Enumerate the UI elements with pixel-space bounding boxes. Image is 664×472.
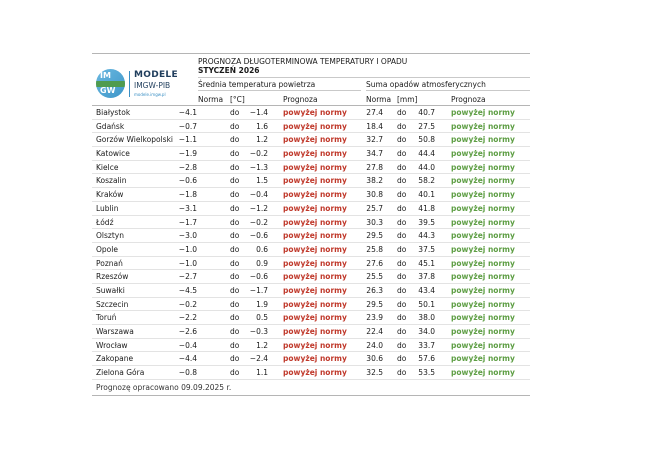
- precip-forecast: powyżej normy: [451, 299, 515, 309]
- temp-forecast: powyżej normy: [283, 299, 347, 309]
- temp-norm-max: 1.6: [256, 121, 268, 131]
- col-norm-temp: Norma: [198, 95, 224, 104]
- precip-connector: do: [397, 340, 407, 350]
- temp-norm-max: −1.4: [249, 108, 268, 117]
- temp-norm-max: 1.1: [256, 368, 268, 378]
- temp-forecast: powyżej normy: [283, 135, 347, 145]
- precip-norm-max: 44.0: [418, 162, 435, 172]
- temp-connector: do: [230, 340, 240, 350]
- temp-forecast: powyżej normy: [283, 244, 347, 254]
- temp-forecast: powyżej normy: [283, 203, 347, 213]
- precip-connector: do: [397, 217, 407, 227]
- temp-norm-max: 1.2: [256, 135, 268, 145]
- precip-forecast: powyżej normy: [451, 327, 515, 336]
- temp-norm-min: −0.2: [178, 299, 197, 309]
- logo-title: MODELE: [134, 70, 178, 80]
- precip-connector: do: [397, 244, 407, 254]
- precip-forecast: powyżej normy: [451, 149, 515, 159]
- temp-norm-min: −0.4: [178, 340, 197, 350]
- temp-norm-min: −4.5: [178, 285, 197, 295]
- precip-norm-min: 30.6: [366, 354, 383, 364]
- temp-norm-max: 1.9: [256, 299, 268, 309]
- temp-connector: do: [230, 354, 240, 364]
- col-norm-precip: Norma: [366, 95, 392, 104]
- precip-forecast: powyżej normy: [451, 340, 515, 350]
- precip-connector: do: [397, 190, 407, 200]
- temp-norm-min: −1.0: [178, 258, 197, 268]
- precip-norm-max: 43.4: [418, 285, 435, 295]
- temp-norm-max: −1.2: [249, 203, 268, 213]
- precip-norm-min: 25.7: [366, 203, 383, 213]
- bottom-divider: [92, 395, 530, 396]
- precip-norm-min: 34.7: [366, 149, 383, 159]
- city-name: Opole: [96, 244, 118, 254]
- table-row: [92, 229, 530, 243]
- imgw-logo: [96, 69, 192, 103]
- forecast-period: STYCZEŃ 2026: [198, 66, 260, 75]
- table-row: [92, 243, 530, 257]
- precip-norm-min: 26.3: [366, 285, 383, 295]
- temp-connector: do: [230, 162, 240, 172]
- temperature-group-header: Średnia temperatura powietrza: [198, 80, 316, 89]
- precip-forecast: powyżej normy: [451, 272, 515, 282]
- temp-forecast: powyżej normy: [283, 231, 347, 241]
- logo-url: modele.imgw.pl: [134, 92, 166, 97]
- temp-norm-max: 0.5: [256, 313, 268, 323]
- precip-norm-max: 37.5: [418, 244, 435, 254]
- temp-connector: do: [230, 272, 240, 282]
- city-name: Kielce: [96, 162, 119, 172]
- table-row: [92, 202, 530, 216]
- precip-norm-max: 27.5: [418, 121, 435, 131]
- precip-norm-min: 27.4: [366, 108, 383, 117]
- city-name: Rzeszów: [96, 272, 129, 282]
- temp-connector: do: [230, 368, 240, 378]
- precip-connector: do: [397, 354, 407, 364]
- temp-connector: do: [230, 258, 240, 268]
- temp-norm-min: −2.2: [178, 313, 197, 323]
- temp-norm-min: −0.7: [178, 121, 197, 131]
- logo-circle-top: IM: [100, 71, 111, 80]
- temp-connector: do: [230, 135, 240, 145]
- precip-norm-min: 32.5: [366, 368, 383, 378]
- precip-connector: do: [397, 258, 407, 268]
- footer-note: Prognozę opracowano 09.09.2025 r.: [96, 383, 232, 392]
- precip-forecast: powyżej normy: [451, 217, 515, 227]
- precip-norm-min: 32.7: [366, 135, 383, 145]
- precip-norm-max: 53.5: [418, 368, 435, 378]
- precip-connector: do: [397, 231, 407, 241]
- precip-connector: do: [397, 313, 407, 323]
- temp-norm-min: −2.6: [178, 327, 197, 336]
- precip-connector: do: [397, 149, 407, 159]
- temp-forecast: powyżej normy: [283, 285, 347, 295]
- precip-forecast: powyżej normy: [451, 354, 515, 364]
- temp-connector: do: [230, 149, 240, 159]
- precip-forecast: powyżej normy: [451, 135, 515, 145]
- city-name: Zakopane: [96, 354, 134, 364]
- table-row: [92, 161, 530, 175]
- logo-circle-bottom: GW: [100, 86, 116, 95]
- precip-norm-max: 45.1: [418, 258, 435, 268]
- table-row: [92, 120, 530, 134]
- precipitation-group-header: Suma opadów atmosferycznych: [366, 80, 486, 89]
- table-row: [92, 133, 530, 147]
- precip-norm-max: 40.7: [418, 108, 435, 117]
- table-row: [92, 174, 530, 188]
- temp-connector: do: [230, 203, 240, 213]
- table-row: [92, 270, 530, 284]
- precip-norm-max: 58.2: [418, 176, 435, 186]
- city-name: Kraków: [96, 190, 124, 200]
- temp-forecast: powyżej normy: [283, 368, 347, 378]
- table-row: [92, 188, 530, 202]
- table-row: [92, 298, 530, 312]
- precip-norm-max: 50.8: [418, 135, 435, 145]
- city-name: Białystok: [96, 108, 131, 117]
- table-row: [92, 339, 530, 353]
- temp-norm-max: −2.4: [249, 354, 268, 364]
- precip-forecast: powyżej normy: [451, 162, 515, 172]
- city-name: Koszalin: [96, 176, 127, 186]
- temp-forecast: powyżej normy: [283, 217, 347, 227]
- temp-norm-min: −1.7: [178, 217, 197, 227]
- temp-connector: do: [230, 121, 240, 131]
- precip-norm-max: 50.1: [418, 299, 435, 309]
- temp-connector: do: [230, 313, 240, 323]
- top-divider: [92, 53, 530, 54]
- precip-forecast: powyżej normy: [451, 176, 515, 186]
- temp-norm-min: −4.4: [178, 354, 197, 364]
- precip-connector: do: [397, 272, 407, 282]
- temp-forecast: powyżej normy: [283, 176, 347, 186]
- table-row: [92, 366, 530, 380]
- temp-norm-min: −1.0: [178, 244, 197, 254]
- temp-norm-min: −2.7: [178, 272, 197, 282]
- temp-forecast: powyżej normy: [283, 162, 347, 172]
- temperature-group-divider: [198, 90, 361, 91]
- table-row: [92, 352, 530, 366]
- col-precip-unit: [mm]: [397, 95, 418, 104]
- temp-norm-min: −1.9: [178, 149, 197, 159]
- precip-norm-min: 29.5: [366, 299, 383, 309]
- temp-norm-max: −0.2: [249, 149, 268, 159]
- city-name: Toruń: [96, 313, 117, 323]
- temp-norm-min: −3.0: [178, 231, 197, 241]
- precip-connector: do: [397, 108, 407, 117]
- precip-norm-max: 34.0: [418, 327, 435, 336]
- temp-connector: do: [230, 327, 240, 336]
- precip-norm-min: 27.6: [366, 258, 383, 268]
- precip-norm-min: 38.2: [366, 176, 383, 186]
- temp-forecast: powyżej normy: [283, 121, 347, 131]
- precip-norm-min: 18.4: [366, 121, 383, 131]
- city-name: Wrocław: [96, 340, 128, 350]
- precip-connector: do: [397, 285, 407, 295]
- precip-norm-min: 24.0: [366, 340, 383, 350]
- precip-norm-max: 44.3: [418, 231, 435, 241]
- temp-norm-max: −0.2: [249, 217, 268, 227]
- precip-norm-min: 29.5: [366, 231, 383, 241]
- col-forecast-temp: Prognoza: [283, 95, 318, 104]
- temp-norm-min: −0.6: [178, 176, 197, 186]
- precip-norm-max: 33.7: [418, 340, 435, 350]
- precip-norm-max: 39.5: [418, 217, 435, 227]
- temp-connector: do: [230, 231, 240, 241]
- precip-norm-min: 27.8: [366, 162, 383, 172]
- precip-norm-max: 41.8: [418, 203, 435, 213]
- table-row: [92, 147, 530, 161]
- forecast-table: [92, 106, 530, 380]
- temp-connector: do: [230, 299, 240, 309]
- table-row: [92, 257, 530, 271]
- precip-norm-max: 44.4: [418, 149, 435, 159]
- precip-forecast: powyżej normy: [451, 190, 515, 200]
- temp-forecast: powyżej normy: [283, 258, 347, 268]
- temp-forecast: powyżej normy: [283, 313, 347, 323]
- city-name: Warszawa: [96, 327, 134, 336]
- city-name: Poznań: [96, 258, 123, 268]
- temp-norm-max: −0.6: [249, 272, 268, 282]
- precip-connector: do: [397, 176, 407, 186]
- precip-connector: do: [397, 299, 407, 309]
- temp-norm-min: −3.1: [178, 203, 197, 213]
- table-row: [92, 325, 530, 339]
- precip-forecast: powyżej normy: [451, 368, 515, 378]
- temp-norm-min: −4.1: [178, 108, 197, 117]
- temp-forecast: powyżej normy: [283, 108, 347, 117]
- precip-connector: do: [397, 135, 407, 145]
- temp-forecast: powyżej normy: [283, 327, 347, 336]
- temp-connector: do: [230, 108, 240, 117]
- precip-forecast: powyżej normy: [451, 313, 515, 323]
- precip-norm-max: 40.1: [418, 190, 435, 200]
- temp-forecast: powyżej normy: [283, 190, 347, 200]
- temp-forecast: powyżej normy: [283, 149, 347, 159]
- precip-connector: do: [397, 327, 407, 336]
- page-title: PROGNOZA DŁUGOTERMINOWA TEMPERATURY I OPADU: [198, 57, 408, 66]
- title-divider: [198, 77, 530, 78]
- col-forecast-precip: Prognoza: [451, 95, 486, 104]
- city-name: Gdańsk: [96, 121, 125, 131]
- precip-forecast: powyżej normy: [451, 231, 515, 241]
- precip-norm-min: 22.4: [366, 327, 383, 336]
- city-name: Gorzów Wielkopolski: [96, 135, 173, 145]
- precip-forecast: powyżej normy: [451, 121, 515, 131]
- precip-norm-max: 57.6: [418, 354, 435, 364]
- temp-norm-min: −2.8: [178, 162, 197, 172]
- precip-forecast: powyżej normy: [451, 244, 515, 254]
- temp-norm-max: −1.7: [249, 285, 268, 295]
- temp-norm-max: −1.3: [249, 162, 268, 172]
- temp-norm-max: −0.4: [249, 190, 268, 200]
- table-row: [92, 311, 530, 325]
- temp-norm-max: 1.2: [256, 340, 268, 350]
- temp-forecast: powyżej normy: [283, 354, 347, 364]
- city-name: Lublin: [96, 203, 119, 213]
- temp-forecast: powyżej normy: [283, 272, 347, 282]
- precip-norm-max: 37.8: [418, 272, 435, 282]
- city-name: Suwałki: [96, 285, 125, 295]
- temp-norm-min: −1.8: [178, 190, 197, 200]
- temp-connector: do: [230, 285, 240, 295]
- temp-connector: do: [230, 217, 240, 227]
- precip-norm-min: 25.8: [366, 244, 383, 254]
- city-name: Szczecin: [96, 299, 129, 309]
- precip-connector: do: [397, 121, 407, 131]
- temp-norm-max: 0.6: [256, 244, 268, 254]
- precip-connector: do: [397, 203, 407, 213]
- temp-connector: do: [230, 176, 240, 186]
- precip-norm-min: 30.8: [366, 190, 383, 200]
- precip-forecast: powyżej normy: [451, 108, 515, 117]
- temp-norm-min: −1.1: [178, 135, 197, 145]
- temp-norm-max: −0.3: [249, 327, 268, 336]
- temp-forecast: powyżej normy: [283, 340, 347, 350]
- temp-norm-min: −0.8: [178, 368, 197, 378]
- precip-connector: do: [397, 162, 407, 172]
- precip-norm-min: 30.3: [366, 217, 383, 227]
- precip-forecast: powyżej normy: [451, 285, 515, 295]
- precip-norm-min: 25.5: [366, 272, 383, 282]
- table-row: [92, 216, 530, 230]
- city-name: Katowice: [96, 149, 130, 159]
- temp-norm-max: 0.9: [256, 258, 268, 268]
- table-row: [92, 106, 530, 120]
- city-name: Łódź: [96, 217, 114, 227]
- precip-forecast: powyżej normy: [451, 258, 515, 268]
- table-row: [92, 284, 530, 298]
- temp-norm-max: 1.5: [256, 176, 268, 186]
- temp-connector: do: [230, 190, 240, 200]
- precipitation-group-divider: [366, 90, 530, 91]
- temp-norm-max: −0.6: [249, 231, 268, 241]
- globe-icon: [96, 69, 125, 98]
- city-name: Olsztyn: [96, 231, 124, 241]
- logo-subtitle: IMGW-PIB: [134, 81, 171, 90]
- precip-forecast: powyżej normy: [451, 203, 515, 213]
- temp-connector: do: [230, 244, 240, 254]
- precip-norm-min: 23.9: [366, 313, 383, 323]
- col-temp-unit: [°C]: [230, 95, 245, 104]
- city-name: Zielona Góra: [96, 368, 145, 378]
- precip-norm-max: 38.0: [418, 313, 435, 323]
- precip-connector: do: [397, 368, 407, 378]
